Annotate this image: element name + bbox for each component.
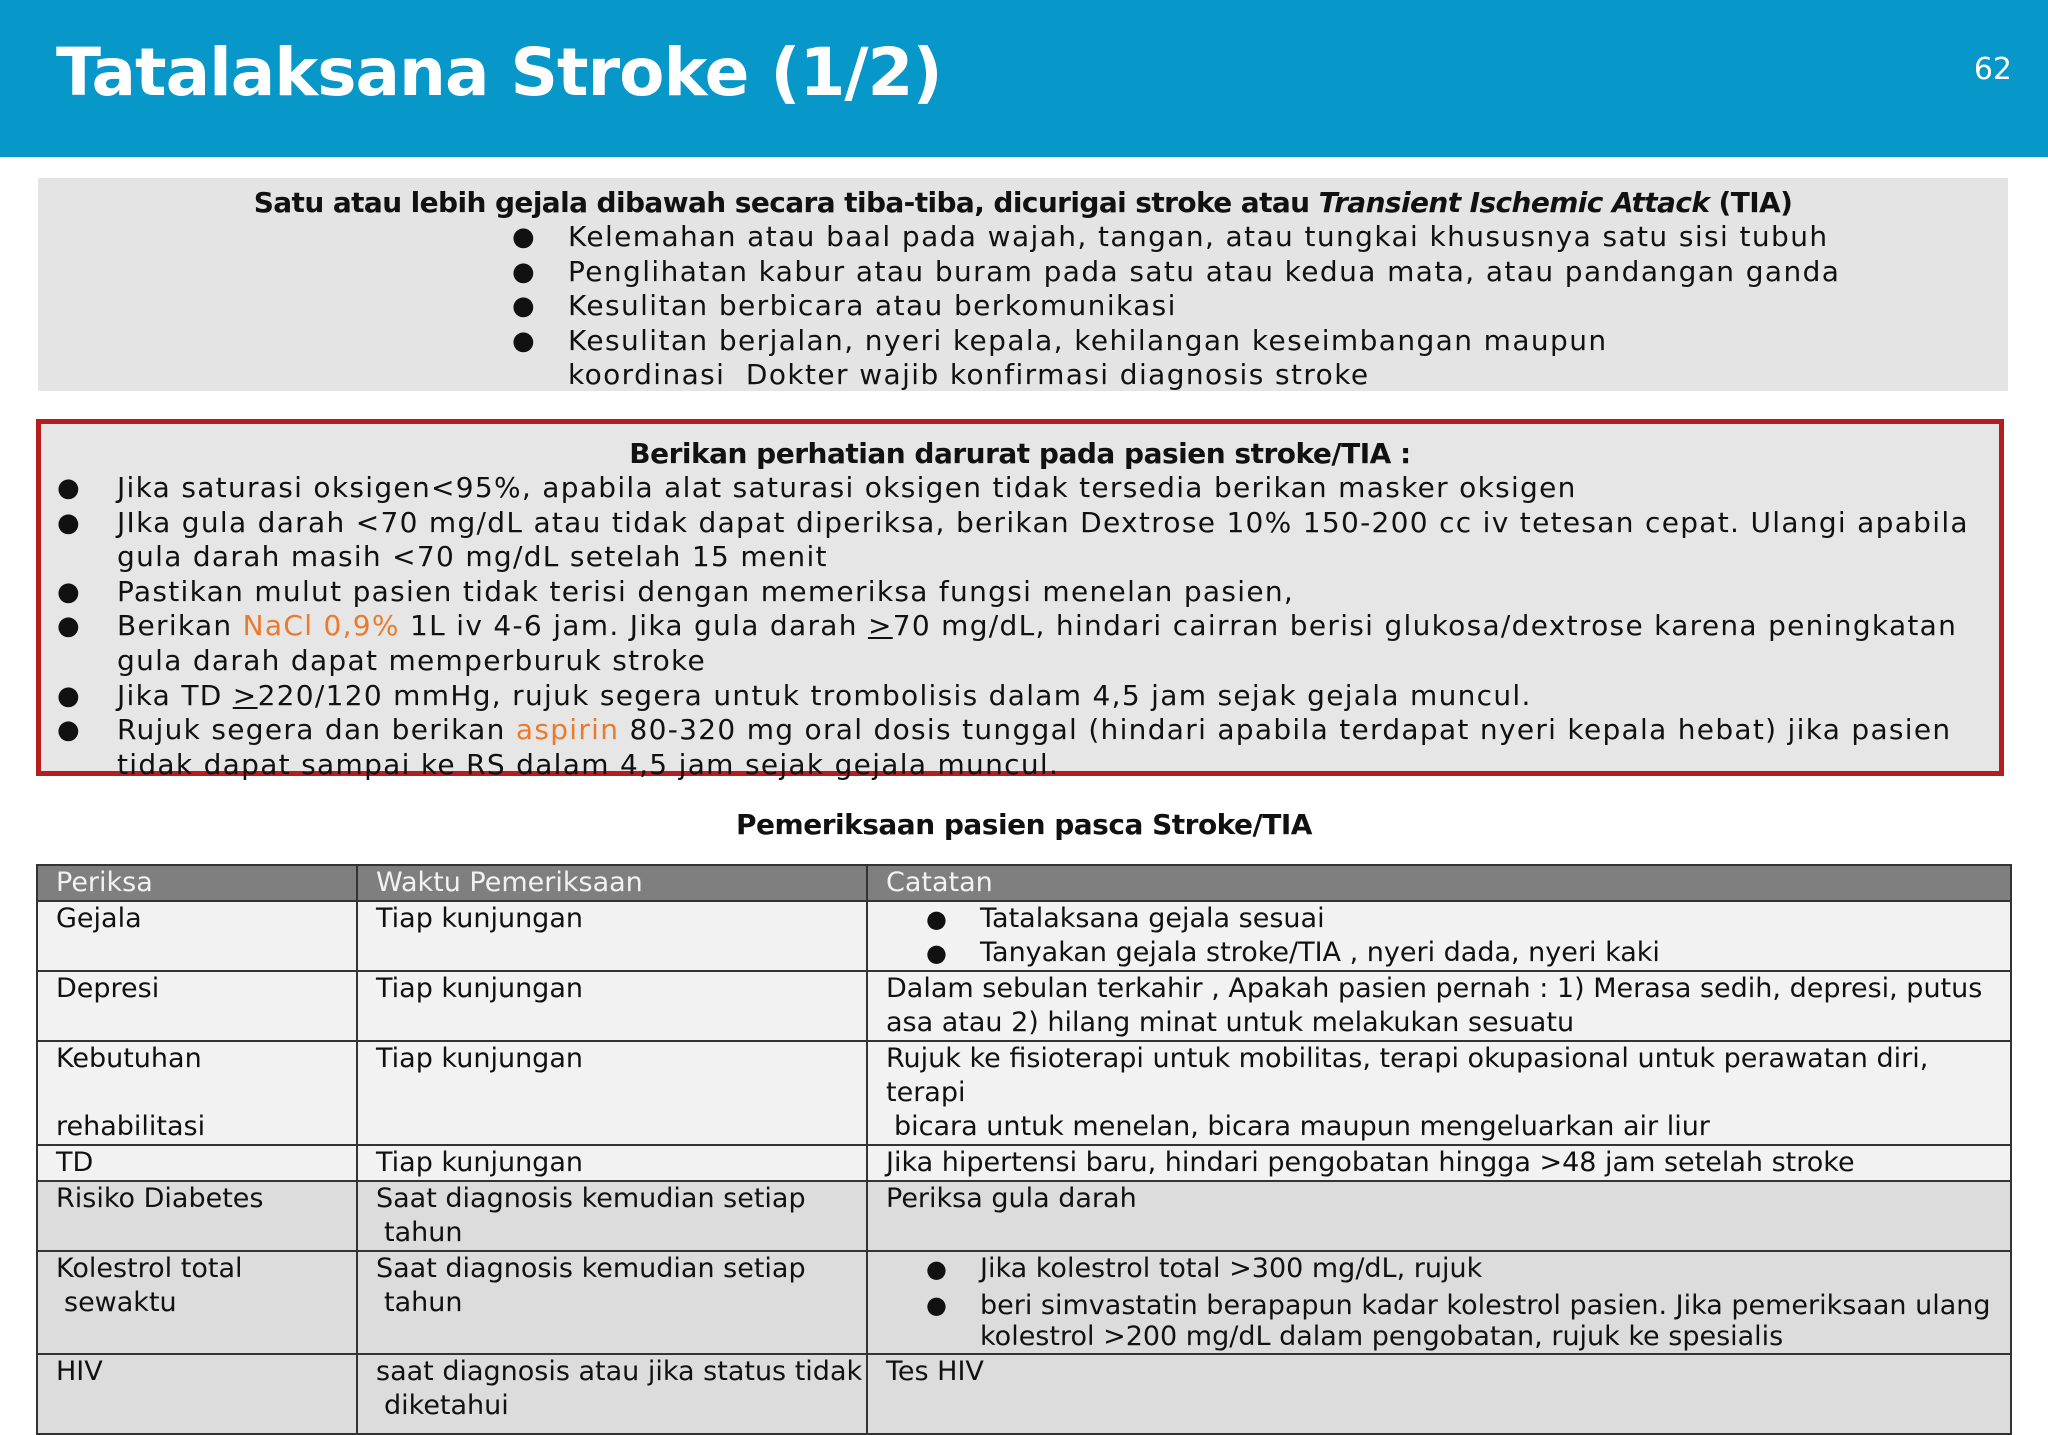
cell-text: Rujuk ke fisioterapi untuk mobilitas, terapi okupasional untuk perawatan diri, terapi bbox=[886, 1043, 1929, 1108]
bullet-icon: ● bbox=[512, 325, 537, 356]
list-item-text: Pastikan mulut pasien tidak terisi dengan memeriksa fungsi menelan pasien, bbox=[117, 574, 1295, 608]
cell-notes: Periksa gula darah bbox=[867, 1181, 2011, 1251]
drug-name-aspirin: aspirin bbox=[515, 713, 620, 747]
bullet-icon: ● bbox=[57, 715, 81, 746]
bullet-icon: ● bbox=[57, 576, 81, 607]
greater-equal-symbol: > bbox=[867, 609, 893, 643]
table-header-row bbox=[37, 865, 2011, 901]
list-item-text: 220/120 mmHg, rujuk segera untuk trombolisis dalam 4,5 jam sejak gejala muncul. bbox=[257, 678, 1532, 712]
list-item-text: 70 mg/dL, hindari cairran berisi glukosa/dextrose karena peningkatan gula darah dapat memperburuk stroke bbox=[117, 609, 1958, 677]
symptoms-heading-text: Satu atau lebih gejala dibawah secara tiba-tiba, dicurigai stroke atau bbox=[253, 186, 1319, 219]
symptoms-list bbox=[468, 220, 1840, 393]
list-item-text: JIka gula darah <70 mg/dL atau tidak dapat diperiksa, berikan Dextrose 10% 150-200 cc iv tetesan cepat. Ulangi apabila gula darah masih <70 mg/dL setelah 15 menit bbox=[117, 505, 1969, 574]
bullet-icon: ● bbox=[926, 939, 947, 967]
slide-title: Tatalaksana Stroke (1/2) bbox=[56, 34, 942, 111]
list-item bbox=[55, 575, 1985, 610]
symptoms-heading-italic: Transient Ischemic Attack bbox=[1318, 186, 1710, 219]
symptoms-heading-suffix: (TIA) bbox=[1709, 186, 1793, 219]
list-item bbox=[55, 609, 1985, 678]
slide-header bbox=[0, 0, 2048, 157]
bullet-icon: ● bbox=[57, 680, 81, 711]
list-item-text: Kesulitan berbicara atau berkomunikasi bbox=[568, 289, 1177, 322]
list-item bbox=[55, 713, 1985, 782]
cell-notes: Jika hipertensi baru, hindari pengobatan hingga >48 jam setelah stroke bbox=[867, 1145, 2011, 1181]
list-item bbox=[468, 324, 1840, 359]
list-item-text: Kesulitan berjalan, nyeri kepala, kehilangan keseimbangan maupun bbox=[568, 323, 1608, 357]
followup-table bbox=[36, 864, 2012, 1435]
bullet-icon: ● bbox=[926, 905, 947, 933]
emergency-box bbox=[36, 419, 2004, 781]
note-text: Jika kolestrol total >300 mg/dL, rujuk bbox=[980, 1253, 1483, 1284]
emergency-list bbox=[55, 471, 1985, 782]
column-header-time: Waktu Pemeriksaan bbox=[357, 865, 867, 901]
cell-time: Tiap kunjungan bbox=[357, 971, 867, 1041]
list-item bbox=[468, 220, 1840, 255]
cell-notes: Dalam sebulan terkahir , Apakah pasien pernah : 1) Merasa sedih, depresi, putus asa atau 2) hilang minat untuk melakukan sesuatu bbox=[867, 971, 2011, 1041]
list-item-text: 1L iv 4-6 jam. Jika gula darah bbox=[399, 609, 868, 643]
drug-name-nacl: NaCl 0,9% bbox=[242, 609, 400, 643]
cell-text: diketahui bbox=[384, 1390, 509, 1421]
table-row bbox=[37, 1041, 2011, 1145]
list-item bbox=[55, 506, 1985, 575]
bullet-icon: ● bbox=[512, 291, 537, 321]
cell-time bbox=[357, 1181, 867, 1251]
cell-text: sewaktu bbox=[64, 1287, 177, 1318]
table-row bbox=[37, 1181, 2011, 1251]
symptoms-box bbox=[38, 178, 2008, 391]
table-row bbox=[37, 901, 2011, 971]
column-header-check: Periksa bbox=[37, 865, 357, 901]
cell-check: TD bbox=[37, 1145, 357, 1181]
list-item-text: Jika saturasi oksigen<95%, apabila alat saturasi oksigen tidak tersedia berikan masker oksigen bbox=[117, 471, 1577, 504]
cell-text: Saat diagnosis kemudian setiap bbox=[376, 1183, 806, 1214]
cell-check: Gejala bbox=[37, 901, 357, 971]
list-item bbox=[468, 289, 1840, 324]
column-header-notes: Catatan bbox=[867, 865, 2011, 901]
bullet-icon: ● bbox=[57, 507, 81, 538]
cell-text: Saat diagnosis kemudian setiap bbox=[376, 1253, 806, 1284]
table-row bbox=[37, 1251, 2011, 1354]
note-text: Tanyakan gejala stroke/TIA , nyeri dada, nyeri kaki bbox=[980, 937, 1660, 968]
cell-text: bicara untuk menelan, bicara maupun mengeluarkan air liur bbox=[894, 1111, 1710, 1142]
followup-title: Pemeriksaan pasien pasca Stroke/TIA bbox=[736, 808, 1312, 841]
symptoms-heading bbox=[38, 186, 2008, 219]
list-item bbox=[886, 936, 2010, 970]
bullet-icon: ● bbox=[512, 222, 537, 252]
cell-time bbox=[357, 1354, 867, 1434]
note-text: beri simvastatin berapapun kadar kolestrol pasien. Jika pemeriksaan ulang kolestrol >200 mg/dL dalam pengobatan, rujuk ke spesialis bbox=[980, 1290, 1991, 1352]
cell-time: Tiap kunjungan bbox=[357, 1041, 867, 1145]
cell-text: Kolestrol total bbox=[56, 1253, 243, 1284]
bullet-icon: ● bbox=[926, 1291, 947, 1319]
cell-text: tahun bbox=[384, 1287, 463, 1318]
cell-time bbox=[357, 1251, 867, 1354]
cell-check bbox=[37, 1251, 357, 1354]
cell-text: tahun bbox=[384, 1217, 463, 1248]
list-item bbox=[886, 1252, 2010, 1286]
cell-notes bbox=[867, 901, 2011, 971]
list-item-text: Berikan bbox=[117, 609, 243, 643]
table-row bbox=[37, 971, 2011, 1041]
cell-check: Depresi bbox=[37, 971, 357, 1041]
cell-text: Kebutuhan bbox=[56, 1043, 202, 1074]
list-item-text: Jika TD bbox=[117, 678, 233, 712]
cell-text: rehabilitasi bbox=[56, 1111, 206, 1142]
cell-notes bbox=[867, 1251, 2011, 1354]
bullet-icon: ● bbox=[57, 473, 81, 503]
list-item bbox=[55, 471, 1985, 506]
cell-time: Tiap kunjungan bbox=[357, 1145, 867, 1181]
emergency-heading: Berikan perhatian darurat pada pasien stroke/TIA : bbox=[629, 437, 1411, 470]
cell-check: Risiko Diabetes bbox=[37, 1181, 357, 1251]
list-item-text: Kelemahan atau baal pada wajah, tangan, atau tungkai khususnya satu sisi tubuh bbox=[568, 220, 1829, 253]
page-number: 62 bbox=[1973, 52, 2012, 87]
list-item-text: Penglihatan kabur atau buram pada satu atau kedua mata, atau pandangan ganda bbox=[568, 254, 1841, 288]
list-item-text: koordinasi Dokter wajib konfirmasi diagnosis stroke bbox=[568, 358, 1370, 391]
list-item bbox=[468, 255, 1840, 290]
bullet-icon: ● bbox=[57, 611, 81, 642]
note-text: Tatalaksana gejala sesuai bbox=[980, 903, 1325, 934]
list-item-text: 80-320 mg oral dosis tunggal (hindari apabila terdapat nyeri kepala hebat) jika pasien tidak dapat sampai ke RS dalam 4,5 jam sejak gejala muncul. bbox=[117, 713, 1952, 781]
greater-equal-symbol: > bbox=[232, 678, 258, 712]
list-item bbox=[886, 902, 2010, 936]
bullet-icon: ● bbox=[512, 256, 537, 287]
table-row bbox=[37, 1354, 2011, 1434]
cell-text: saat diagnosis atau jika status tidak bbox=[376, 1356, 863, 1387]
list-item-continuation bbox=[468, 358, 1840, 393]
cell-notes: Tes HIV bbox=[867, 1354, 2011, 1434]
cell-time: Tiap kunjungan bbox=[357, 901, 867, 971]
list-item bbox=[886, 1290, 2010, 1352]
bullet-icon: ● bbox=[926, 1255, 947, 1283]
list-item-text: Rujuk segera dan berikan bbox=[117, 713, 516, 747]
list-item bbox=[55, 679, 1985, 714]
cell-check: HIV bbox=[37, 1354, 357, 1434]
table-row bbox=[37, 1145, 2011, 1181]
cell-notes bbox=[867, 1041, 2011, 1145]
cell-check bbox=[37, 1041, 357, 1145]
